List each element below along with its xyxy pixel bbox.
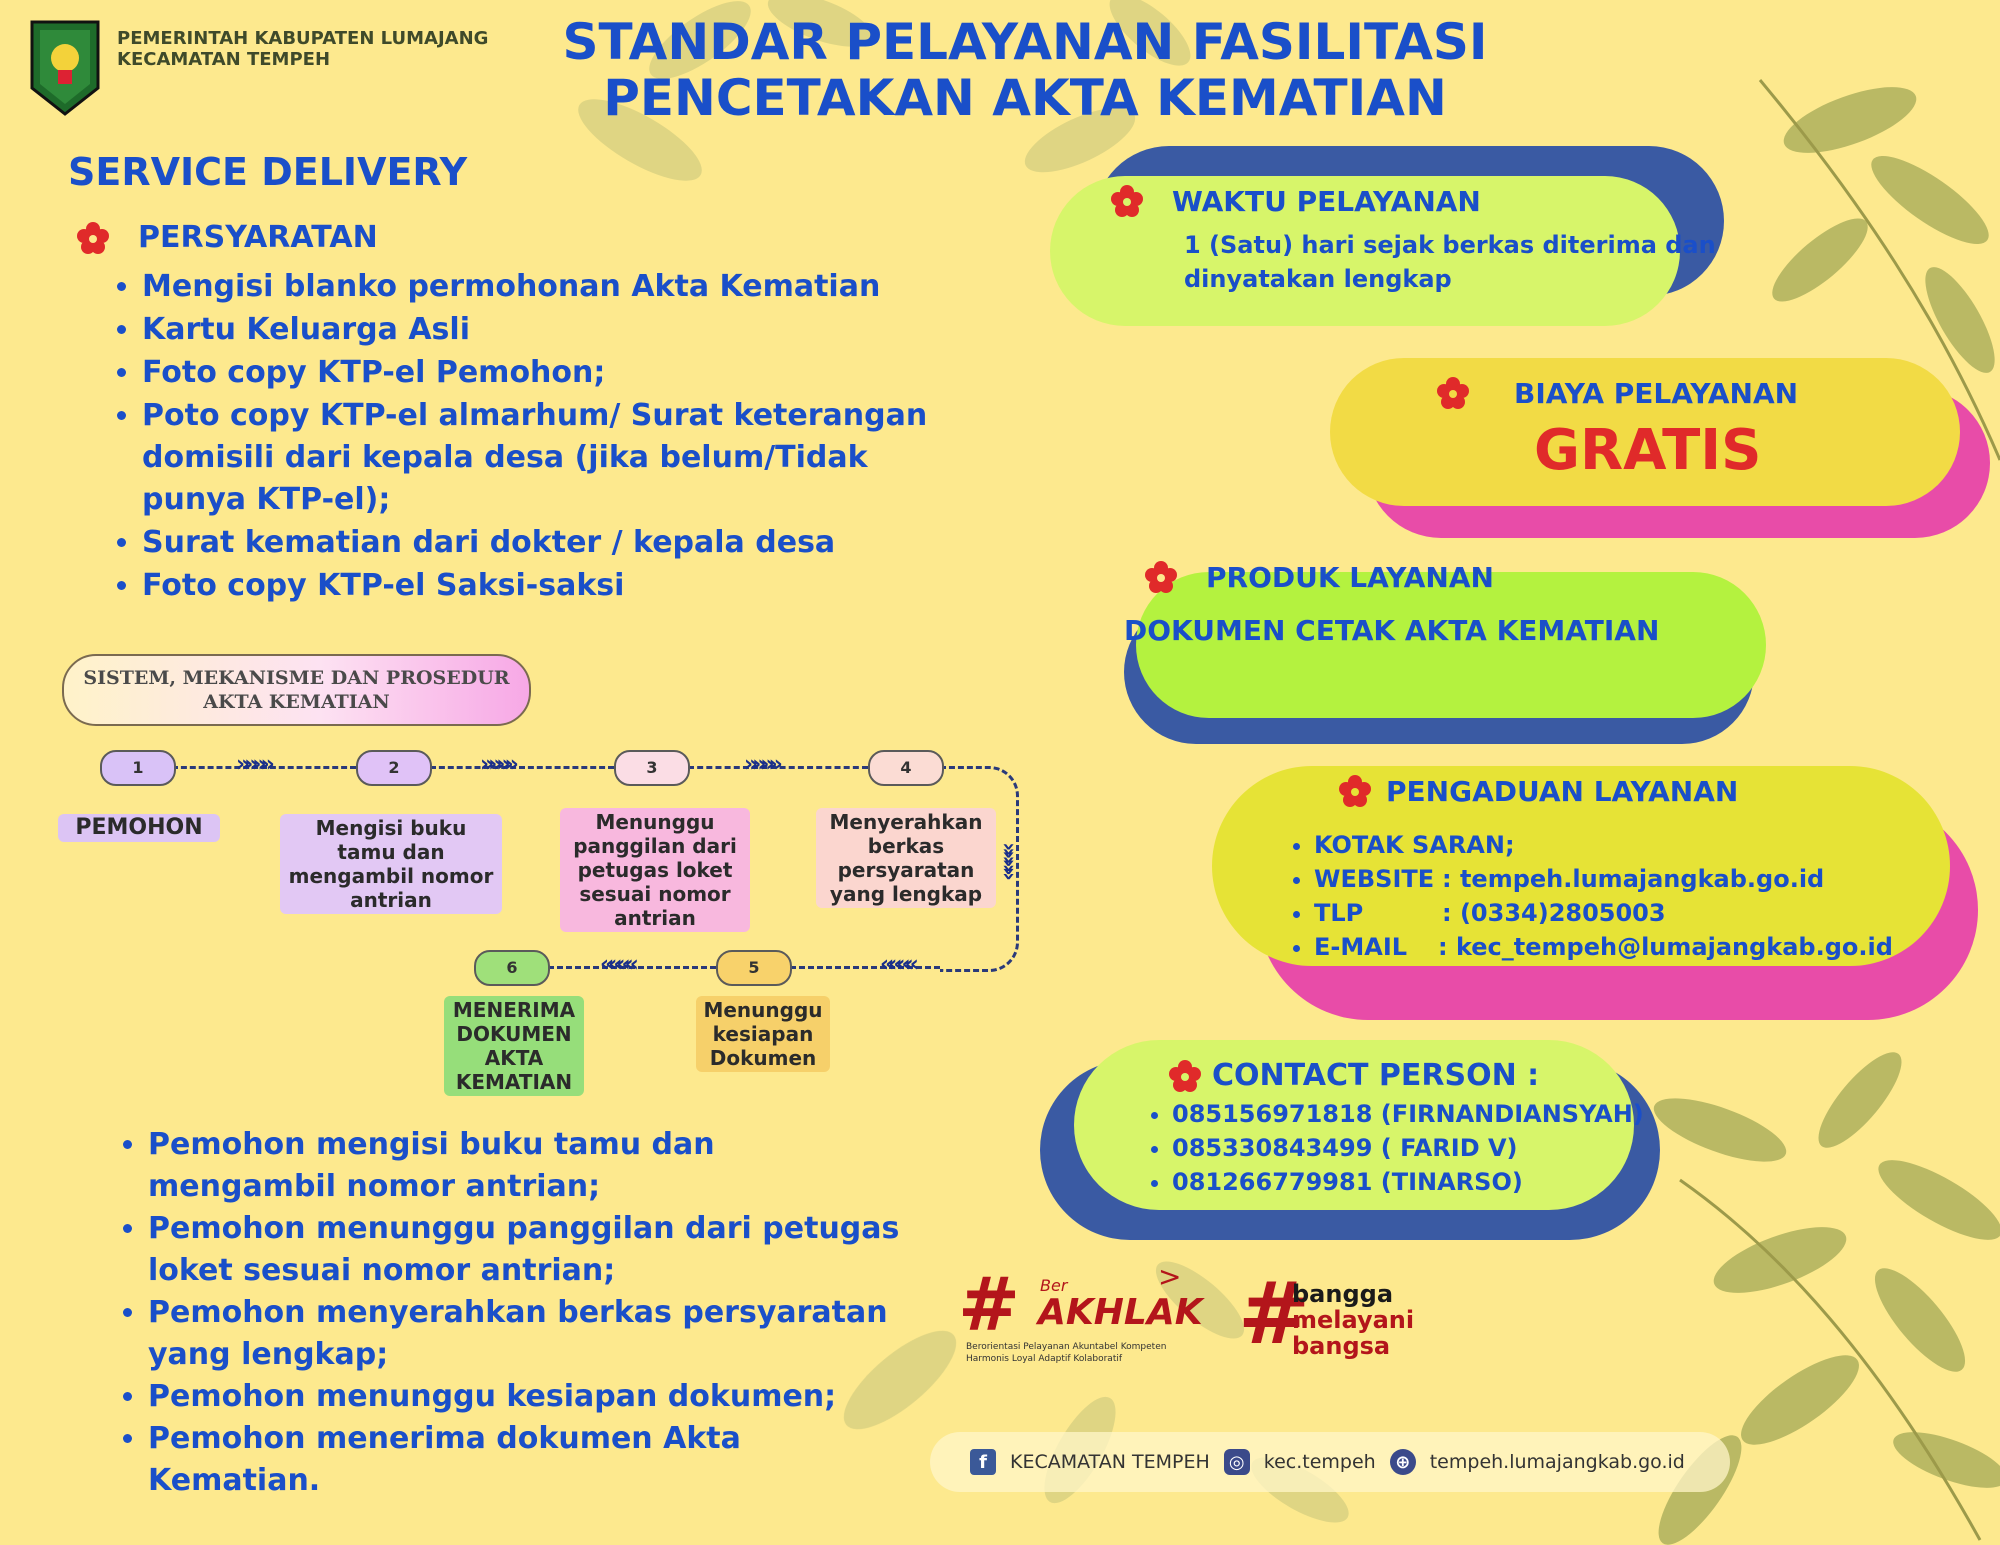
pengaduan-heading-text: PENGADUAN LAYANAN	[1386, 774, 1739, 808]
step-1-label: PEMOHON	[58, 814, 220, 842]
flow-connector	[688, 766, 868, 769]
pengaduan-label: E-MAIL	[1314, 933, 1408, 961]
step-3-label: Menunggu panggilan dari petugas loket sesuai nomor antrian	[560, 808, 750, 932]
requirements-heading-text: PERSYARATAN	[138, 220, 378, 255]
produk-value: DOKUMEN CETAK AKTA KEMATIAN	[1124, 614, 1660, 647]
list-item: • 085330843499 ( FARID V)	[1172, 1131, 1644, 1165]
instagram-icon[interactable]: ◎	[1224, 1449, 1250, 1475]
list-item: • Pemohon mengisi buku tamu dan mengambil nomor antrian;	[148, 1124, 908, 1208]
chevrons-left-icon: ««««	[600, 952, 633, 977]
step-2-number: 2	[356, 750, 432, 786]
akhlak-chevron-icon: >	[1158, 1260, 1182, 1293]
produk-heading-text: PRODUK LAYANAN	[1206, 560, 1494, 594]
bangga-melayani-logo	[1238, 1264, 1418, 1376]
procedure-list	[116, 1124, 908, 1502]
list-item	[1314, 930, 1893, 964]
contact-list	[1146, 1097, 1644, 1199]
chevrons-right-icon: »»»»	[744, 752, 777, 777]
waktu-text-line2: dinyatakan lengkap	[1184, 265, 1452, 293]
hash-icon: #	[1238, 1264, 1311, 1364]
akhlak-ber: Ber	[1040, 1276, 1068, 1295]
pengaduan-list	[1288, 828, 1893, 964]
flower-icon	[76, 221, 110, 255]
flow-title-line2: AKTA KEMATIAN	[203, 691, 390, 713]
step-6-label: MENERIMA DOKUMEN AKTA KEMATIAN	[444, 996, 584, 1096]
flow-connector	[790, 966, 940, 969]
list-item	[1314, 862, 1893, 896]
list-item: • Mengisi blanko permohonan Akta Kematian	[142, 266, 972, 308]
facebook-icon[interactable]: f	[970, 1449, 996, 1475]
step-3-number: 3	[614, 750, 690, 786]
org-line1: PEMERINTAH KABUPATEN LUMAJANG	[117, 28, 489, 49]
flower-icon	[1144, 560, 1178, 594]
contact-heading	[1168, 1058, 1539, 1093]
step-1-number: 1	[100, 750, 176, 786]
chevrons-right-icon: »»»»	[480, 752, 513, 777]
title-line2: PENCETAKAN AKTA KEMATIAN	[603, 69, 1447, 127]
akhlak-sub1: Berorientasi Pelayanan Akuntabel Kompeten	[966, 1342, 1167, 1352]
waktu-heading-text: WAKTU PELAYANAN	[1172, 184, 1481, 218]
biaya-value: GRATIS	[1534, 418, 1762, 483]
hash-icon: #	[958, 1262, 1021, 1348]
step-5-number: 5	[716, 950, 792, 986]
pengaduan-value: : (0334)2805003	[1442, 899, 1666, 927]
waktu-text	[1184, 228, 1716, 296]
flow-title	[62, 654, 531, 726]
berakhlak-logo	[958, 1260, 1203, 1370]
akhlak-word: AKHLAK	[1038, 1292, 1203, 1333]
list-item: • Pemohon menerima dokumen Akta Kematian.	[148, 1418, 908, 1502]
contact-heading-text: CONTACT PERSON :	[1212, 1058, 1540, 1093]
pengaduan-value: : kec_tempeh@lumajangkab.go.id	[1438, 933, 1893, 961]
list-item: • Kartu Keluarga Asli	[142, 309, 972, 351]
flower-icon	[1436, 376, 1470, 410]
footer-social-bar	[930, 1432, 1730, 1492]
waktu-text-line1: 1 (Satu) hari sejak berkas diterima dan	[1184, 231, 1716, 259]
chevrons-down-icon: »»»»	[995, 842, 1021, 875]
title-line1: STANDAR PELAYANAN FASILITASI	[562, 13, 1488, 71]
bangga-word1: bangga	[1292, 1280, 1394, 1308]
pengaduan-heading	[1338, 774, 1738, 808]
list-item	[1314, 828, 1893, 862]
chevrons-right-icon: »»»»	[236, 752, 269, 777]
list-item	[1314, 896, 1893, 930]
step-2-label: Mengisi buku tamu dan mengambil nomor antrian	[280, 814, 502, 914]
page-title	[500, 14, 1550, 126]
step-4-number: 4	[868, 750, 944, 786]
step-5-label: Menunggu kesiapan Dokumen	[696, 996, 830, 1072]
biaya-heading	[1436, 376, 1798, 410]
waktu-heading	[1110, 184, 1481, 218]
service-delivery-title: SERVICE DELIVERY	[68, 150, 468, 194]
list-item: • 085156971818 (FIRNANDIANSYAH)	[1172, 1097, 1644, 1131]
flower-icon	[1338, 774, 1372, 808]
pengaduan-label: WEBSITE	[1314, 865, 1435, 893]
pengaduan-value: : tempeh.lumajangkab.go.id	[1442, 865, 1825, 893]
list-item: • Pemohon menunggu kesiapan dokumen;	[148, 1376, 908, 1418]
website-link[interactable]: tempeh.lumajangkab.go.id	[1429, 1451, 1685, 1473]
bangga-word3: bangsa	[1292, 1332, 1391, 1360]
pengaduan-label: TLP	[1314, 899, 1364, 927]
facebook-link[interactable]: KECAMATAN TEMPEH	[1010, 1451, 1210, 1473]
bangga-word2: melayani	[1292, 1306, 1415, 1334]
list-item: • Pemohon menunggu panggilan dari petugas loket sesuai nomor antrian;	[148, 1208, 908, 1292]
instagram-link[interactable]: kec.tempeh	[1263, 1451, 1376, 1473]
pengaduan-label: KOTAK SARAN;	[1314, 831, 1515, 859]
biaya-heading-text: BIAYA PELAYANAN	[1514, 376, 1799, 410]
requirements-list	[110, 266, 972, 608]
flower-icon	[1168, 1059, 1202, 1093]
list-item: • Surat kematian dari dokter / kepala desa	[142, 522, 972, 564]
flow-connector	[430, 766, 614, 769]
org-line2: KECAMATAN TEMPEH	[117, 49, 331, 70]
step-4-label: Menyerahkan berkas persyaratan yang lengkap	[816, 808, 996, 908]
globe-icon[interactable]: ⊕	[1390, 1449, 1416, 1475]
step-6-number: 6	[474, 950, 550, 986]
akhlak-sub2: Harmonis Loyal Adaptif Kolaboratif	[966, 1354, 1123, 1364]
list-item: • Pemohon menyerahkan berkas persyaratan yang lengkap;	[148, 1292, 908, 1376]
flower-icon	[1110, 184, 1144, 218]
flow-title-line1: SISTEM, MEKANISME DAN PROSEDUR	[83, 667, 510, 689]
org-name	[117, 28, 488, 70]
list-item: • 081266779981 (TINARSO)	[1172, 1165, 1644, 1199]
lumajang-emblem-icon	[28, 18, 102, 118]
produk-heading	[1144, 560, 1494, 594]
list-item: • Foto copy KTP-el Pemohon;	[142, 352, 972, 394]
chevrons-left-icon: ««««	[880, 952, 913, 977]
list-item: • Foto copy KTP-el Saksi-saksi	[142, 565, 972, 607]
requirements-heading	[76, 220, 378, 255]
list-item: • Poto copy KTP-el almarhum/ Surat keterangan domisili dari kepala desa (jika belum/Tidak punya KTP-el);	[142, 395, 972, 521]
